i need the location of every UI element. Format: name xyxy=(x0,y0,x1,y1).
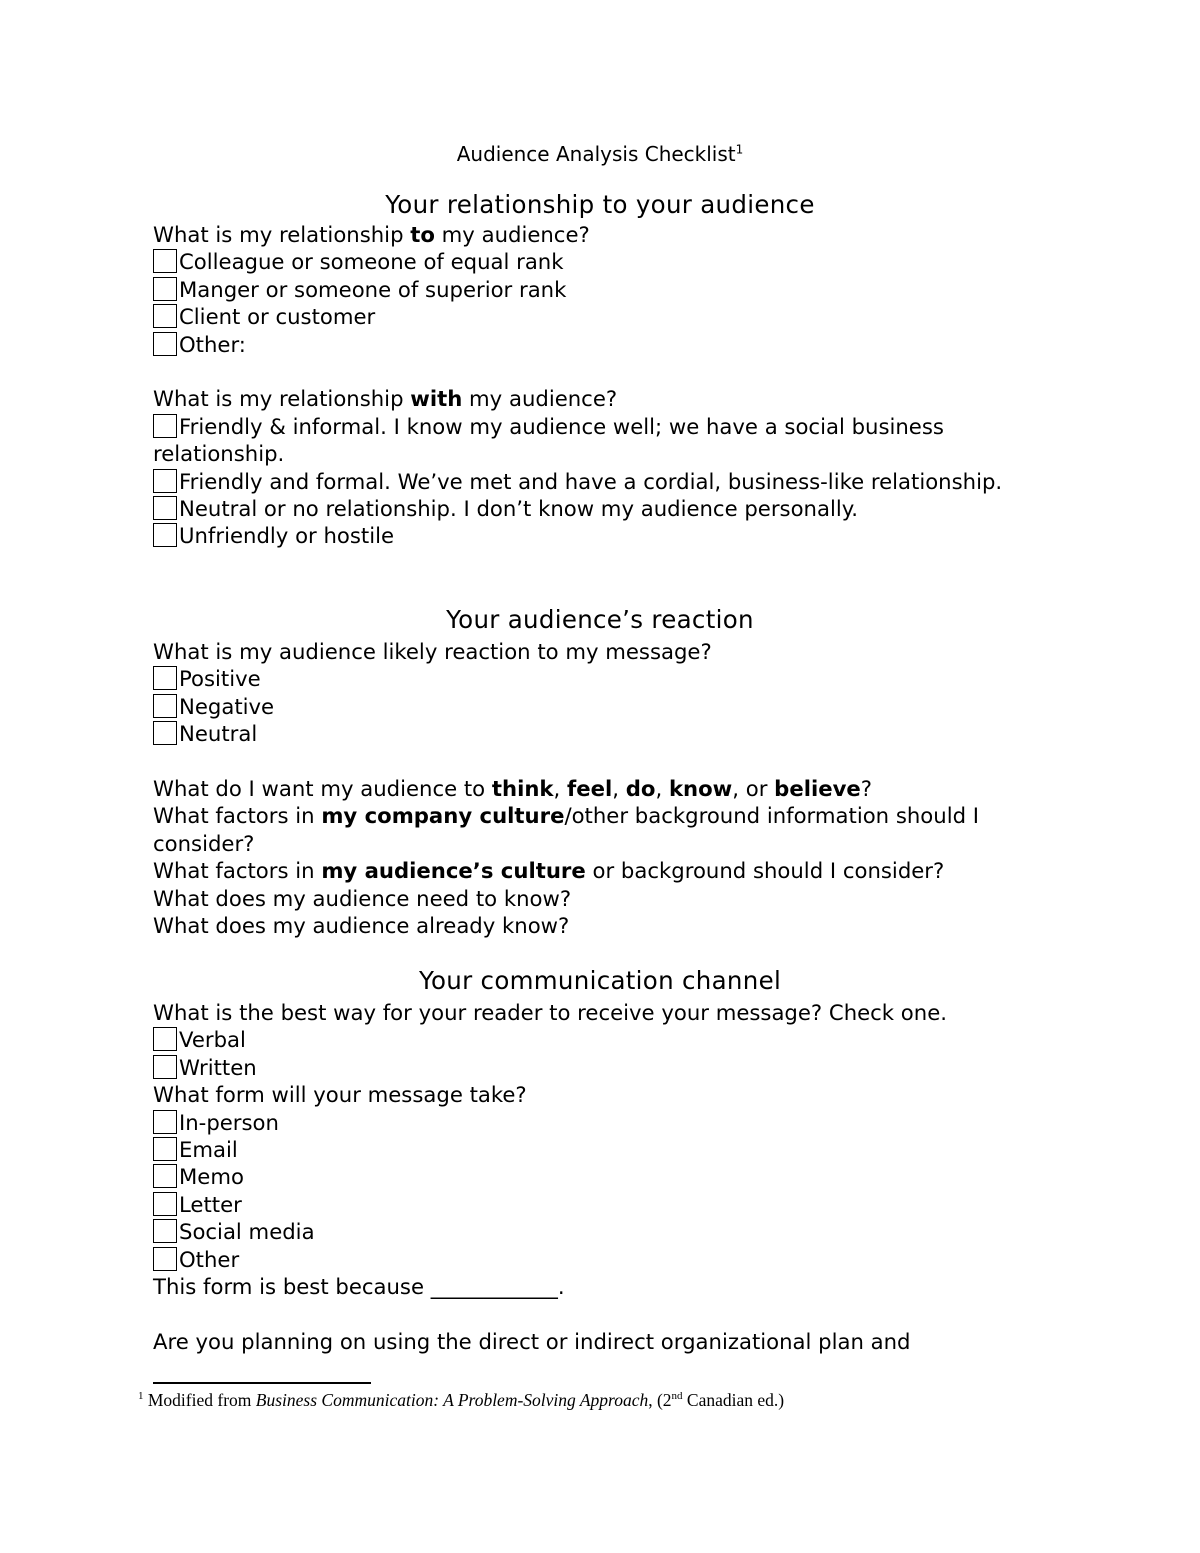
bold-text: to xyxy=(410,222,435,247)
bold-text: do xyxy=(625,776,656,802)
checkbox[interactable] xyxy=(153,249,177,273)
checkbox[interactable] xyxy=(153,1192,177,1216)
option-label: Neutral or no relationship. I don’t know my audience personally. xyxy=(179,496,858,522)
checkbox-option xyxy=(153,1054,1053,1081)
text: my audience? xyxy=(462,386,618,412)
option-label: Memo xyxy=(179,1164,244,1190)
option-label: In-person xyxy=(179,1109,279,1135)
section-heading-relationship: Your relationship to your audience xyxy=(385,190,815,219)
footnote-mark: 1 xyxy=(138,1390,144,1403)
section-channel xyxy=(153,999,1053,1355)
footnote-ref: 1 xyxy=(735,142,744,157)
section-heading-reaction: Your audience’s reaction xyxy=(446,605,754,634)
checkbox[interactable] xyxy=(153,666,177,690)
question-organizational-plan: Are you planning on using the direct or indirect organizational plan and xyxy=(153,1328,911,1354)
option-label: Friendly and formal. We’ve met and have a cordial, business-like relationship. xyxy=(179,468,1003,494)
text: , xyxy=(553,776,568,802)
document-title xyxy=(0,142,1200,166)
question-need-to-know: What does my audience need to know? xyxy=(153,885,572,911)
checkbox[interactable] xyxy=(153,1164,177,1188)
checkbox[interactable] xyxy=(153,1027,177,1051)
text: Canadian ed.) xyxy=(682,1390,785,1410)
text: /other background information should I consider? xyxy=(153,803,980,856)
checkbox[interactable] xyxy=(153,332,177,356)
option-label: Client or customer xyxy=(179,304,376,330)
option-label: Verbal xyxy=(179,1027,246,1053)
checkbox[interactable] xyxy=(153,1219,177,1243)
checkbox[interactable] xyxy=(153,469,177,493)
checkbox[interactable] xyxy=(153,1137,177,1161)
checkbox-option xyxy=(153,1218,1053,1245)
option-label: Friendly & informal. I know my audience well; we have a social business relationship. xyxy=(153,413,944,467)
question-audience-culture xyxy=(153,857,1053,884)
checkbox-option xyxy=(153,303,1053,330)
text: What do I want my audience to xyxy=(153,776,492,802)
bold-text: my company culture xyxy=(321,803,565,829)
option-label: Negative xyxy=(179,693,275,719)
text: What is my relationship xyxy=(153,222,411,247)
ordinal-suffix: nd xyxy=(671,1390,683,1403)
text: , xyxy=(655,776,669,802)
checkbox-option xyxy=(153,522,1053,549)
option-label: Written xyxy=(179,1054,257,1080)
checkbox-option xyxy=(153,1191,1053,1218)
option-label: Social media xyxy=(179,1219,315,1245)
title-text: Audience Analysis Checklist xyxy=(456,142,736,166)
question-want xyxy=(153,775,1053,802)
bold-text: with xyxy=(410,386,463,412)
checkbox[interactable] xyxy=(153,1110,177,1134)
checkbox[interactable] xyxy=(153,414,177,438)
form-reason-line: This form is best because ____________. xyxy=(153,1274,565,1300)
text: , xyxy=(612,776,626,802)
text: , or xyxy=(732,776,775,802)
section-heading-channel: Your communication channel xyxy=(418,966,782,995)
section-relationship xyxy=(153,221,1053,550)
checkbox-option xyxy=(153,720,1053,747)
bold-text: my audience’s culture xyxy=(321,858,586,884)
question-company-culture xyxy=(153,802,983,857)
checkbox-option xyxy=(153,495,1053,522)
checkbox-option xyxy=(153,276,1053,303)
checkbox[interactable] xyxy=(153,1247,177,1271)
question-relationship-to xyxy=(153,221,1053,248)
text: or background should I consider? xyxy=(585,858,945,884)
checkbox-option xyxy=(153,248,1053,275)
checkbox[interactable] xyxy=(153,1055,177,1079)
section-reaction xyxy=(153,638,1053,939)
question-form: What form will your message take? xyxy=(153,1082,527,1108)
checkbox-option xyxy=(153,1163,1053,1190)
checkbox[interactable] xyxy=(153,496,177,520)
option-label: Letter xyxy=(179,1191,242,1217)
checkbox-option xyxy=(153,693,1053,720)
checkbox[interactable] xyxy=(153,304,177,328)
option-label: Neutral xyxy=(179,721,258,747)
option-label: Other: xyxy=(179,331,246,357)
option-label: Colleague or someone of equal rank xyxy=(179,249,564,275)
checkbox[interactable] xyxy=(153,523,177,547)
checkbox-option xyxy=(153,1136,1053,1163)
question-relationship-with xyxy=(153,385,1053,412)
question-already-know: What does my audience already know? xyxy=(153,913,570,939)
checkbox-option xyxy=(153,468,1053,495)
checkbox-option xyxy=(153,1246,1053,1273)
checkbox-option xyxy=(153,413,1053,468)
text: , (2 xyxy=(648,1390,672,1410)
option-label: Email xyxy=(179,1137,238,1163)
option-label: Positive xyxy=(179,666,261,692)
checkbox-option xyxy=(153,1026,1053,1053)
text: What is my relationship xyxy=(153,386,411,412)
checkbox[interactable] xyxy=(153,721,177,745)
text: What factors in xyxy=(153,858,322,884)
checkbox-option xyxy=(153,1109,1053,1136)
checkbox[interactable] xyxy=(153,694,177,718)
question-reaction: What is my audience likely reaction to my message? xyxy=(153,639,712,664)
footnote xyxy=(138,1390,784,1411)
text: ? xyxy=(860,776,873,802)
option-label: Other xyxy=(179,1246,240,1272)
checkbox-option xyxy=(153,331,1053,358)
option-label: Manger or someone of superior rank xyxy=(179,276,567,302)
bold-text: believe xyxy=(774,776,861,802)
footnote-separator xyxy=(153,1382,371,1384)
checkbox[interactable] xyxy=(153,277,177,301)
book-title: Business Communication: A Problem-Solving Approach xyxy=(255,1390,649,1410)
bold-text: feel xyxy=(567,776,613,802)
text: Modified from xyxy=(143,1390,256,1410)
text: What factors in xyxy=(153,803,322,829)
checkbox-option xyxy=(153,665,1053,692)
option-label: Unfriendly or hostile xyxy=(179,523,395,549)
question-best-way: What is the best way for your reader to receive your message? Check one. xyxy=(153,1000,947,1025)
text: my audience? xyxy=(434,222,590,247)
bold-text: think xyxy=(491,776,554,802)
bold-text: know xyxy=(668,776,733,802)
